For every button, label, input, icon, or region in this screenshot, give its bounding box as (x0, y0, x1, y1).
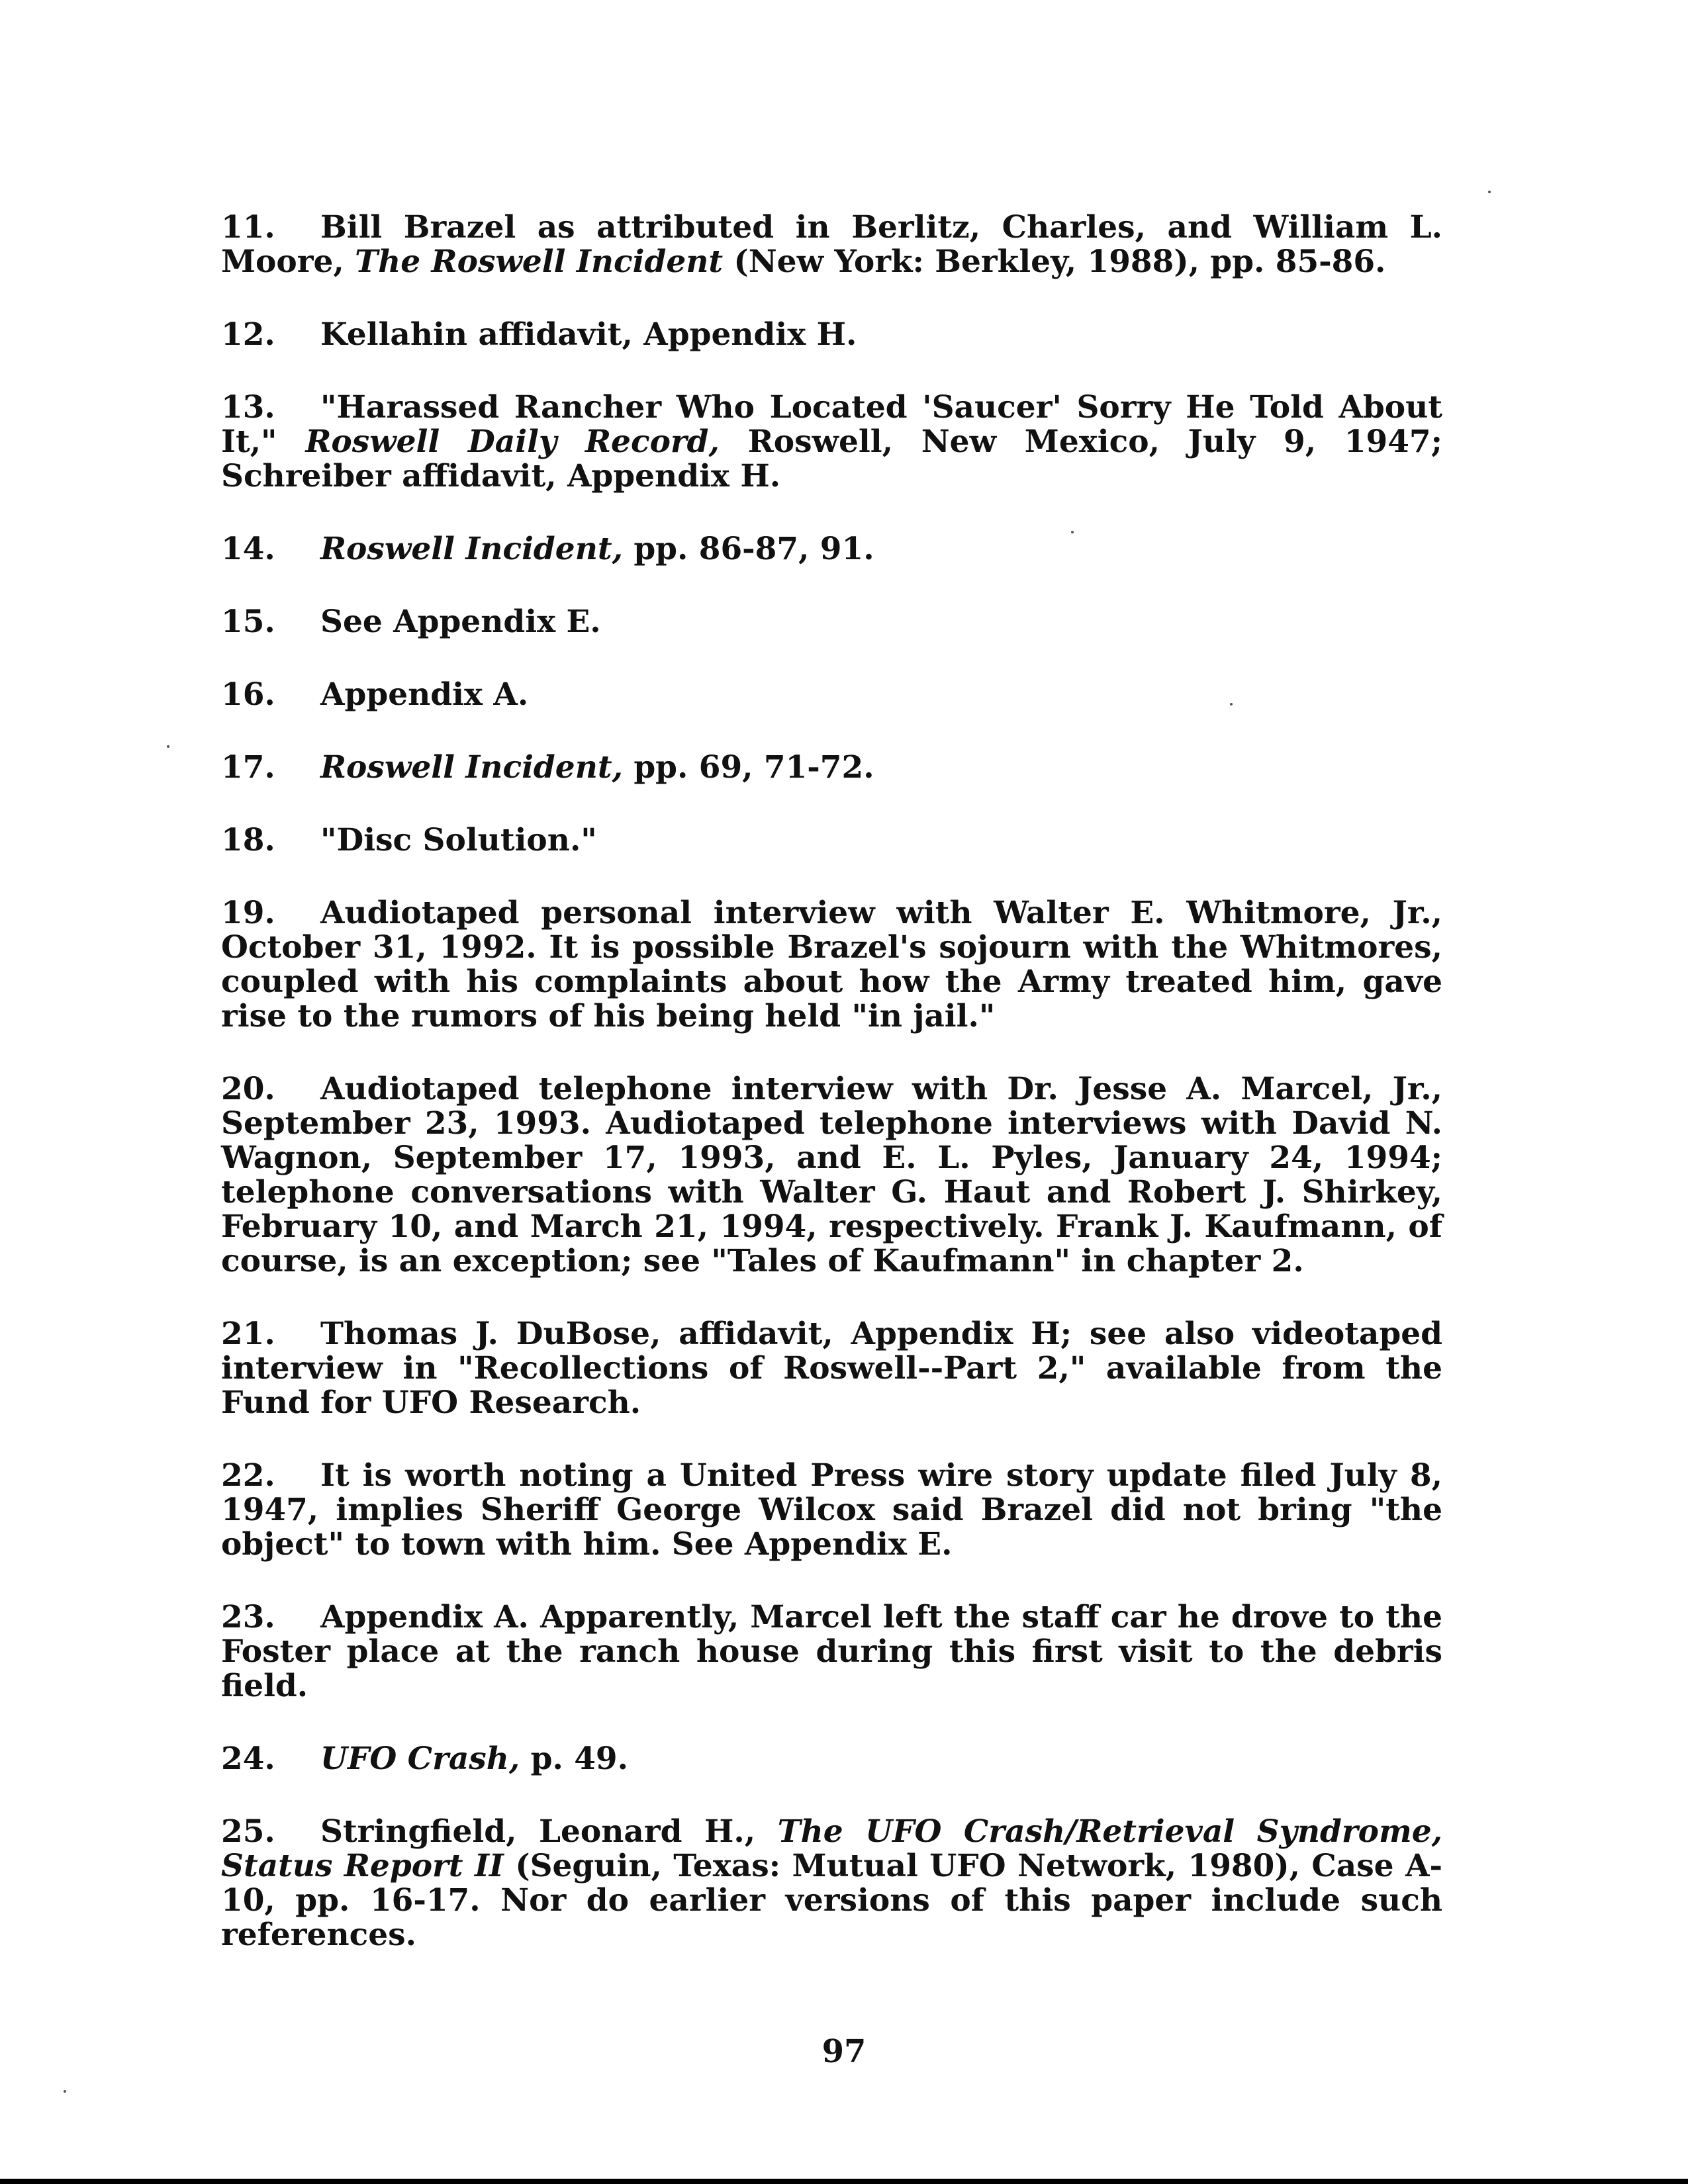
endnote-text: It is worth noting a United Press wire story update filed July 8, 1947, implies Sheriff George Wilcox said Brazel did not bring "the object" to town with him. See Appendix E. (221, 1457, 1442, 1563)
endnote-text-after: pp. 69, 71-72. (622, 749, 874, 786)
endnote-17 (221, 751, 1442, 785)
endnote-title: The Roswell Incident (355, 244, 724, 280)
page-number: 97 (821, 2033, 867, 2070)
endnote-number: 22. (221, 1457, 275, 1494)
endnote-text: Appendix A. Apparently, Marcel left the staff car he drove to the Foster place at the ranch house during this first visit to the debris field. (221, 1599, 1442, 1704)
endnote-number: 23. (221, 1599, 275, 1635)
endnote-number: 16. (221, 676, 275, 713)
endnote-text: "Harassed Rancher Who Located 'Saucer' Sorry He Told About It," (221, 389, 1442, 460)
endnote-12 (221, 318, 1442, 352)
endnote-text-after: Roswell, New Mexico, July 9, 1947; Schreiber affidavit, Appendix H. (221, 424, 1442, 494)
endnote-number: 14. (221, 531, 275, 567)
scan-speck (1230, 703, 1233, 705)
endnote-text: Audiotaped personal interview with Walter E. Whitmore, Jr., October 31, 1992. It is possible Brazel's sojourn with the Whitmores, coupled with his complaints about how the Army treated him, gave rise to the rumors of his being held "in jail." (221, 895, 1442, 1034)
scan-speck (1488, 191, 1491, 193)
endnote-text-after: (Seguin, Texas: Mutual UFO Network, 1980), Case A-10, pp. 16-17. Nor do earlier versions of this paper include such references. (221, 1848, 1442, 1953)
endnote-text: Audiotaped telephone interview with Dr. Jesse A. Marcel, Jr., September 23, 1993. Audiotaped telephone interviews with David N. Wagnon, September 17, 1993, and E. L. Pyles, January 24, 1994; telephone conversations with Walter G. Haut and Robert J. Shirkey, February 10, and March 21, 1994, respectively. Frank J. Kaufmann, of course, is an exception; see "Tales of Kaufmann" in chapter 2. (221, 1071, 1442, 1279)
endnote-title: Roswell Incident, (320, 531, 623, 567)
endnote-22 (221, 1459, 1442, 1562)
endnote-21 (221, 1317, 1442, 1420)
endnote-number: 25. (221, 1813, 275, 1850)
endnote-number: 17. (221, 749, 275, 786)
endnote-text: Appendix A. (320, 676, 529, 713)
endnote-15 (221, 605, 1442, 639)
endnote-number: 19. (221, 895, 275, 931)
scan-speck (1071, 531, 1074, 533)
endnote-16 (221, 678, 1442, 712)
endnote-text: "Disc Solution." (320, 822, 597, 858)
endnote-24 (221, 1742, 1442, 1776)
endnote-text: See Appendix E. (320, 604, 601, 640)
endnote-14 (221, 532, 1442, 567)
endnote-text-after: pp. 86-87, 91. (622, 531, 874, 567)
endnote-number: 18. (221, 822, 275, 858)
endnote-number: 20. (221, 1071, 275, 1107)
endnotes-list (221, 210, 1442, 1991)
endnote-18 (221, 823, 1442, 858)
endnote-number: 15. (221, 604, 275, 640)
endnote-text-after: (New York: Berkley, 1988), pp. 85-86. (723, 244, 1386, 280)
endnote-title: Roswell Incident, (320, 749, 623, 786)
endnote-11 (221, 210, 1442, 279)
endnote-23 (221, 1600, 1442, 1704)
endnote-text: Thomas J. DuBose, affidavit, Appendix H; see also videotaped interview in "Recollections of Roswell--Part 2," available from the Fund for UFO Research. (221, 1316, 1442, 1421)
endnote-text-after: p. 49. (520, 1741, 629, 1777)
endnote-20 (221, 1072, 1442, 1279)
endnote-text: Stringfield, Leonard H., (320, 1813, 778, 1850)
endnote-25 (221, 1815, 1442, 1952)
endnote-title: UFO Crash, (320, 1741, 520, 1777)
scan-bottom-edge (0, 2179, 1688, 2184)
endnote-13 (221, 390, 1442, 494)
endnote-number: 12. (221, 316, 275, 353)
endnote-number: 13. (221, 389, 275, 426)
endnote-title: The UFO Crash/Retrieval Syndrome, Status Report II (221, 1813, 1443, 1884)
endnote-text: Kellahin affidavit, Appendix H. (320, 316, 857, 353)
endnote-number: 11. (221, 209, 275, 246)
endnote-number: 21. (221, 1316, 275, 1352)
endnote-title: Roswell Daily Record, (305, 424, 720, 460)
endnote-number: 24. (221, 1741, 275, 1777)
endnote-19 (221, 896, 1442, 1034)
endnote-text: Bill Brazel as attributed in Berlitz, Charles, and William L. Moore, (221, 209, 1442, 280)
scan-speck (64, 2090, 66, 2093)
scan-speck (167, 745, 169, 748)
